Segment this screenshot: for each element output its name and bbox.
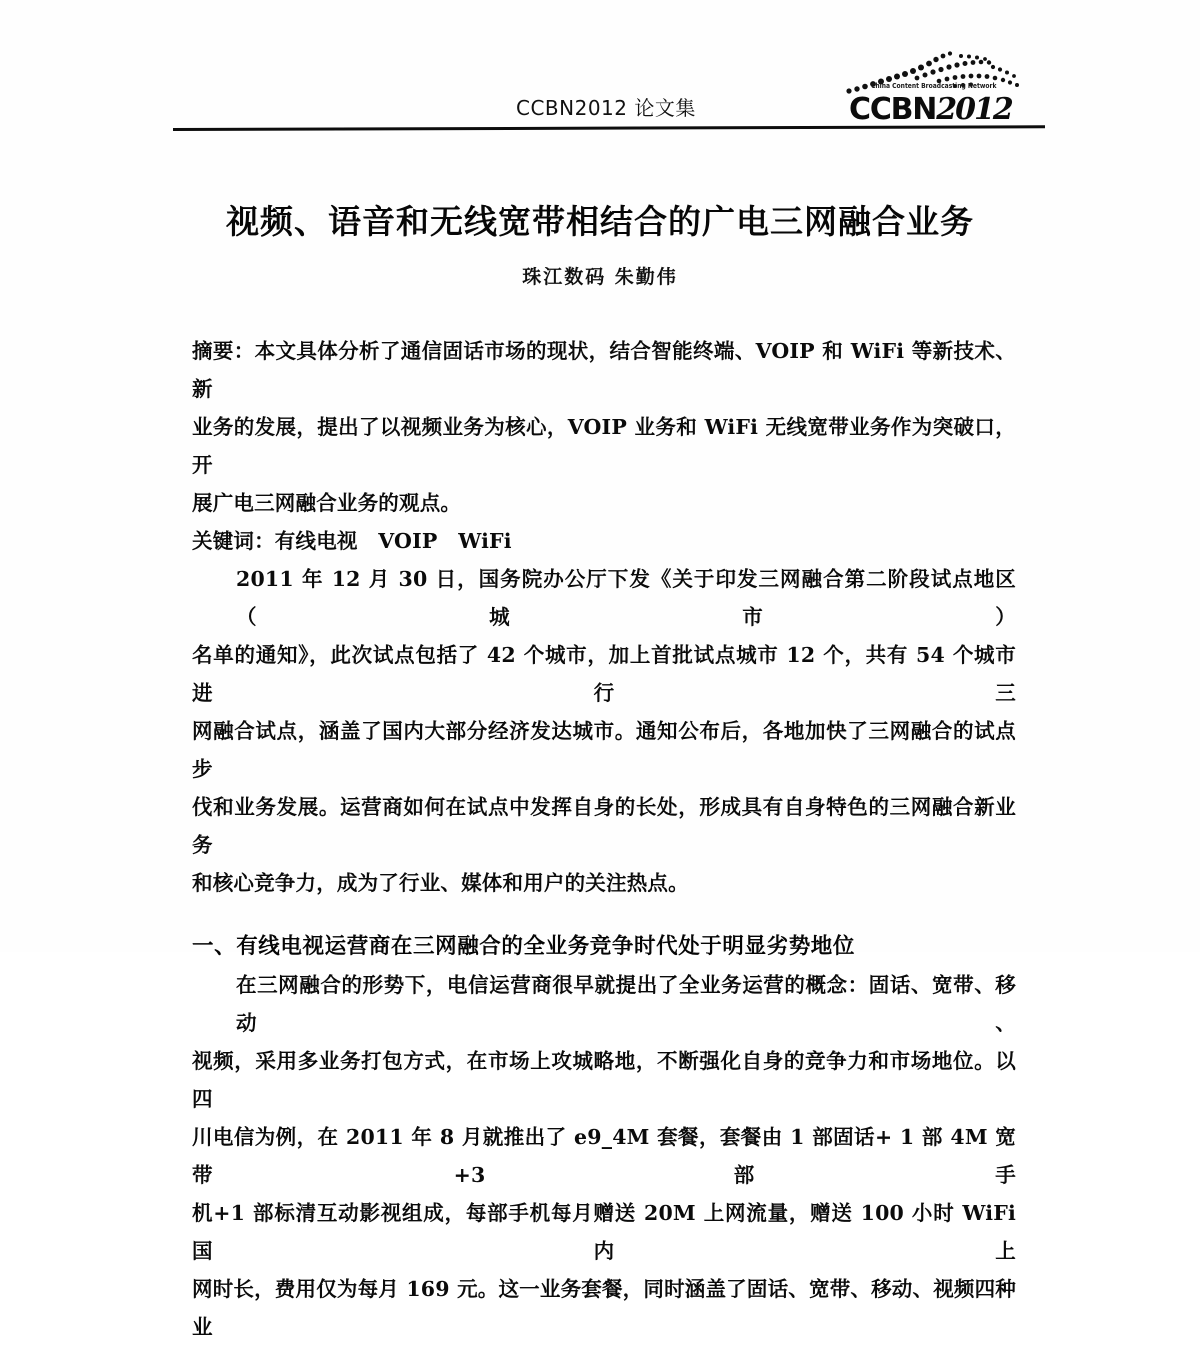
logo-wordmark [849,92,1012,127]
section-one-line: 机+1 部标清互动影视组成，每部手机每月赠送 20M 上网流量，赠送 100 小时 WiFi 国内上 [192,1201,1016,1263]
intro-line: 名单的通知》，此次试点包括了 42 个城市，加上首批试点城市 12 个，共有 54 个城市进行三 [192,643,1016,705]
section-one-line: 视频，采用多业务打包方式，在市场上攻城略地，不断强化自身的竞争力和市场地位。以四 [192,1049,1016,1111]
keywords-line: 关键词：有线电视 VOIP WiFi [192,529,512,553]
section-one-line: 在三网融合的形势下，电信运营商很早就提出了全业务运营的概念：固话、宽带、移动、 [236,973,1016,1035]
abstract-line: 展广电三网融合业务的观点。 [192,491,462,515]
intro-line: 网融合试点，涵盖了国内大部分经济发达城市。通知公布后，各地加快了三网融合的试点步 [192,719,1016,781]
logo-wordmark-main: CCBN [849,92,937,127]
intro-line: 伐和业务发展。运营商如何在试点中发挥自身的长处，形成具有自身特色的三网融合新业务 [192,795,1016,857]
logo-tagline: China Content Broadcasting Network [871,82,997,91]
author-line: 珠江数码 朱勤伟 [522,266,678,288]
running-header-title: CCBN2012 论文集 [516,96,696,120]
body-text-column [192,332,1016,1346]
section-one-line: 网时长，费用仅为每月 169 元。这一业务套餐，同时涵盖了固话、宽带、移动、视频四种业 [192,1277,1016,1339]
ccbn2012-logo [843,50,1028,130]
intro-line: 2011 年 12 月 30 日，国务院办公厅下发《关于印发三网融合第二阶段试点地区（城市） [236,567,1016,629]
logo-wordmark-year: 2012 [936,92,1012,127]
section-one-line: 川电信为例，在 2011 年 8 月就推出了 e9_4M 套餐，套餐由 1 部固话+ 1 部 4M 宽带+3 部手 [192,1125,1016,1187]
page-title: 视频、语音和无线宽带相结合的广电三网融合业务 [226,202,974,241]
section-spacer [192,902,1016,928]
abstract-line: 业务的发展，提出了以视频业务为核心，VOIP 业务和 WiFi 无线宽带业务作为突破口，开 [192,415,1016,477]
abstract-line: 摘要：本文具体分析了通信固话市场的现状，结合智能终端、VOIP 和 WiFi 等新技术、新 [192,339,1016,401]
intro-line: 和核心竞争力，成为了行业、媒体和用户的关注热点。 [192,871,689,895]
section-heading-one: 一、有线电视运营商在三网融合的全业务竞争时代处于明显劣势地位 [192,934,856,959]
